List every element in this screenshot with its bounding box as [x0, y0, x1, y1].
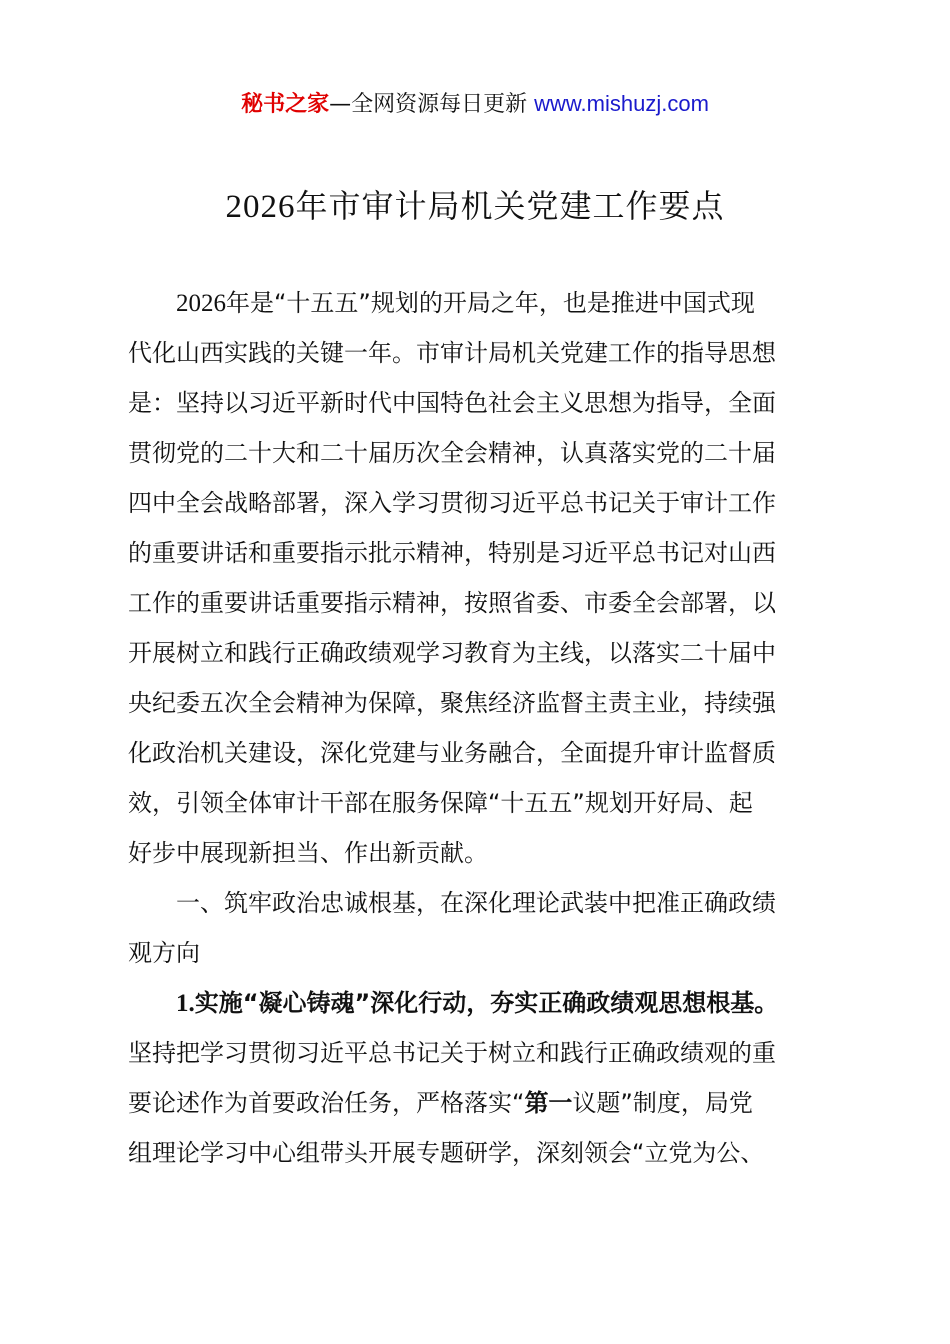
page-header	[0, 86, 950, 123]
paragraph-1-line: 工作的重要讲话重要指示精神，按照省委、市委全会部署，以	[128, 589, 776, 617]
bold-text: 第一	[524, 1089, 573, 1117]
paragraph-1-line: 是：坚持以习近平新时代中国特色社会主义思想为指导，全面	[128, 389, 776, 417]
item-1-heading	[128, 978, 833, 1028]
section-1-heading-line-2: 观方向	[128, 939, 200, 967]
brand-name: 秘书之家	[241, 92, 330, 117]
line-text: 年是“十五五”规划的开局之年，也是推进中国式现	[226, 289, 755, 317]
document-title	[0, 182, 950, 231]
line-text: 要论述作为首要政治任务，严格落实“	[128, 1089, 525, 1117]
paragraph-1-line: 的重要讲话和重要指示批示精神，特别是习近平总书记对山西	[128, 539, 776, 567]
item-1-line: 组理论学习中心组带头开展专题研学，深刻领会“立党为公、	[128, 1139, 765, 1167]
item-heading-text: 实施“凝心铸魂”深化行动，夯实正确政绩观思想根基。	[194, 989, 779, 1017]
title-year: 2026	[225, 189, 296, 225]
line-text: 议题”制度，局党	[572, 1089, 753, 1117]
year-number: 2026	[176, 290, 226, 317]
section-1-heading-line-1: 一、筑牢政治忠诚根基，在深化理论武装中把准正确政绩	[176, 889, 776, 917]
document-body	[128, 278, 833, 1178]
paragraph-1-line: 四中全会战略部署，深入学习贯彻习近平总书记关于审计工作	[128, 489, 776, 517]
item-number: 1.	[176, 990, 195, 1017]
paragraph-1-line: 好步中展现新担当、作出新贡献。	[128, 839, 488, 867]
item-1-line	[128, 1078, 833, 1128]
paragraph-1-line: 开展树立和践行正确政绩观学习教育为主线，以落实二十届中	[128, 639, 776, 667]
paragraph-1-line: 化政治机关建设，深化党建与业务融合，全面提升审计监督质	[128, 739, 776, 767]
paragraph-1-line-1	[128, 278, 833, 328]
title-text: 年市审计局机关党建工作要点	[295, 187, 725, 225]
header-slogan: —全网资源每日更新	[329, 92, 535, 117]
item-1-line: 坚持把学习贯彻习近平总书记关于树立和践行正确政绩观的重	[128, 1039, 776, 1067]
paragraph-1-line: 央纪委五次全会精神为保障，聚焦经济监督主责主业，持续强	[128, 689, 776, 717]
paragraph-1-line: 贯彻党的二十大和二十届历次全会精神，认真落实党的二十届	[128, 439, 776, 467]
paragraph-1-line: 代化山西实践的关键一年。市审计局机关党建工作的指导思想	[128, 339, 776, 367]
paragraph-1-line: 效，引领全体审计干部在服务保障“十五五”规划开好局、起	[128, 789, 753, 817]
site-url[interactable]: www.mishuzj.com	[534, 91, 709, 116]
